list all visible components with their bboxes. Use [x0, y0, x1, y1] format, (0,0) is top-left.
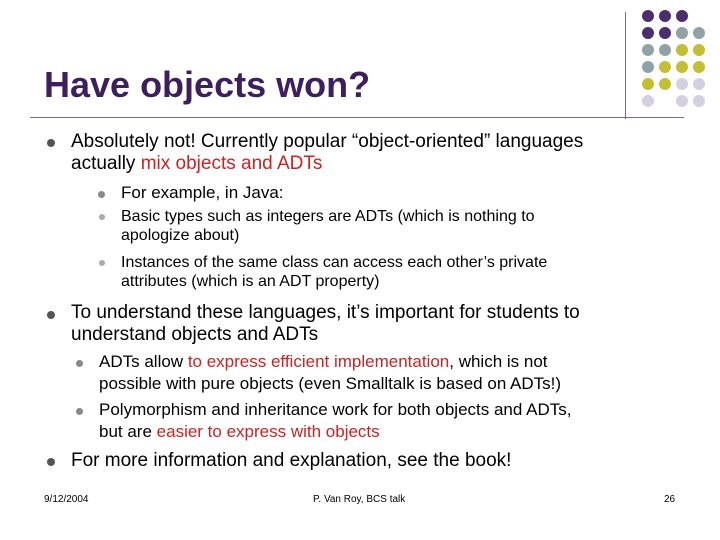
bullet-marker [76, 408, 83, 415]
decorative-dot [642, 10, 654, 22]
decorative-dot [676, 27, 688, 39]
decorative-dot [676, 95, 688, 107]
decorative-dot [642, 78, 654, 90]
decorative-dot [659, 10, 671, 22]
decorative-dot [659, 27, 671, 39]
emphasis-text: mix objects and ADTs [140, 153, 323, 174]
bullet-1-line-2: actually mix objects and ADTs [71, 153, 323, 174]
decorative-dot [642, 27, 654, 39]
decorative-dot [659, 61, 671, 73]
decorative-dot [676, 10, 688, 22]
decorative-dot [693, 78, 705, 90]
decorative-dot [693, 61, 705, 73]
bullet-2-2-line-2: but are easier to express with objects [99, 422, 380, 441]
decorative-dot [693, 27, 705, 39]
decorative-dot [676, 78, 688, 90]
decorative-dot-grid [640, 10, 720, 120]
bullet-marker [76, 360, 83, 367]
bullet-marker [99, 260, 105, 266]
bullet-2-1-line-2: possible with pure objects (even Smalltalk is based on ADTs!) [99, 374, 562, 393]
bullet-2-line-2: understand objects and ADTs [71, 324, 319, 345]
decorative-dot [642, 95, 654, 107]
bullet-2-line-1: To understand these languages, it’s important for students to [71, 302, 580, 323]
bullet-marker [99, 214, 105, 220]
title-underline [30, 117, 684, 118]
decorative-vertical-line [625, 12, 626, 119]
bullet-2-1-line-1: ADTs allow to express efficient implementation, which is not [99, 352, 548, 371]
bullet-1-1-1-line-1: Basic types such as integers are ADTs (which is nothing to [121, 208, 535, 225]
bullet-1-line-1: Absolutely not! Currently popular “object-oriented” languages [71, 131, 584, 152]
bullet-1-1-2-line-2: attributes (which is an ADT property) [121, 273, 380, 290]
decorative-dot [693, 44, 705, 56]
bullet-marker [47, 139, 55, 147]
decorative-dot [642, 44, 654, 56]
bullet-1-1-1-line-2: apologize about) [121, 227, 240, 244]
decorative-dot [693, 95, 705, 107]
emphasis-text: easier to express with objects [156, 422, 380, 441]
bullet-1-1-2-line-1: Instances of the same class can access each other’s private [121, 254, 548, 271]
bullet-1-1: For example, in Java: [121, 183, 284, 202]
decorative-dot [642, 61, 654, 73]
bullet-marker [47, 458, 55, 466]
bullet-marker [47, 311, 55, 319]
emphasis-text: to express efficient implementation [187, 352, 450, 371]
decorative-dot [659, 44, 671, 56]
footer-author: P. Van Roy, BCS talk [313, 494, 406, 505]
decorative-dot [676, 44, 688, 56]
footer-page-number: 26 [664, 494, 676, 505]
bullet-3: For more information and explanation, see the book! [71, 450, 512, 471]
footer-date: 9/12/2004 [44, 494, 89, 505]
slide-title: Have objects won? [44, 64, 371, 105]
decorative-dot [659, 78, 671, 90]
bullet-marker [98, 191, 105, 198]
bullet-2-2-line-1: Polymorphism and inheritance work for both objects and ADTs, [99, 400, 572, 419]
decorative-dot [676, 61, 688, 73]
